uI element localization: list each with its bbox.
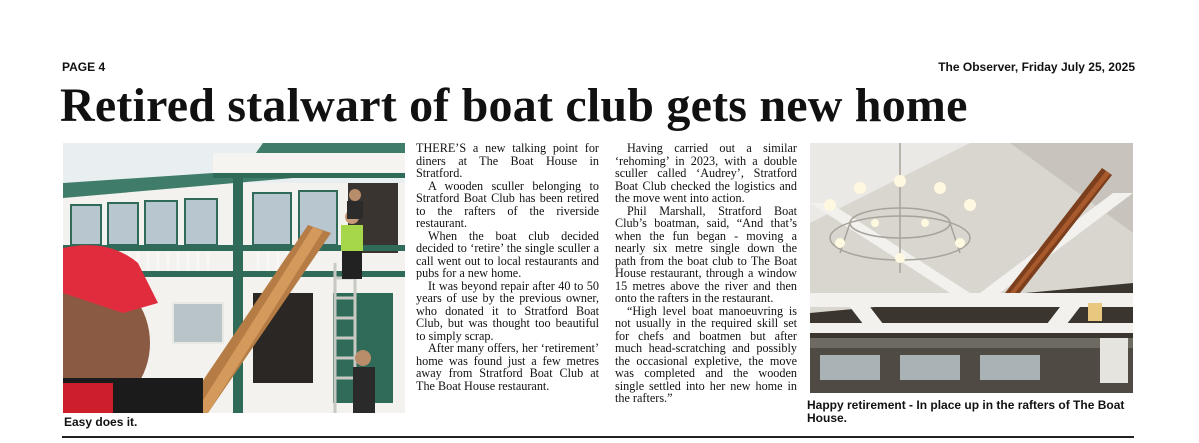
photo-rafters-illustration	[810, 143, 1133, 393]
photo-rafters	[810, 143, 1133, 393]
article-paragraph: It was beyond repair after 40 to 50 years of use by the previous owner, who donated it to Stratford Boat Club, but was thought too beautiful to simply scrap.	[416, 278, 599, 343]
dateline: The Observer, Friday July 25, 2025	[938, 60, 1135, 74]
photo-caption-boat-lift: Easy does it.	[64, 415, 138, 429]
article-paragraph: A wooden sculler belonging to Stratford Boat Club has been retired to the rafters of the riverside restaurant.	[416, 178, 599, 230]
article-paragraph: After many offers, her ‘retirement’ home was found just a few metres away from Stratford Boat Club at The Boat House restaurant.	[416, 341, 599, 393]
headline: Retired stalwart of boat club gets new home	[60, 79, 968, 132]
photo-caption-rafters: Happy retirement - In place up in the rafters of The Boat House.	[807, 398, 1125, 425]
bottom-rule	[62, 436, 1134, 438]
photo-boat-lift	[63, 143, 405, 413]
article-paragraph: “High level boat manoeuvring is not usually in the required skill set for chefs and boatmen but after much head-scratching and possibly the occasional expletive, the move was completed and the wooden single settled into her new home in the rafters.”	[615, 303, 797, 405]
article-paragraph: Having carried out a similar ‘rehoming’ in 2023, with a double sculler called ‘Audrey’, Stratford Boat Club checked the logistics and the move went into action.	[615, 141, 797, 205]
article-paragraph: When the boat club decided decided to ‘retire’ the single sculler a call went out to local restaurants and pubs for a new home.	[416, 228, 599, 280]
article-paragraph: Phil Marshall, Stratford Boat Club’s boatman, said, “And that’s when the fun began - moving a nearly six metre single down the path from the boat club to The Boat House restaurant, through a window 15 metres above the river and then onto the rafters in the restaurant.	[615, 203, 797, 305]
article-column-2	[615, 142, 797, 405]
page-number: PAGE 4	[62, 60, 106, 74]
photo-boat-lift-illustration	[63, 143, 405, 413]
article-paragraph: THERE’S a new talking point for diners at The Boat House in Stratford.	[416, 141, 599, 180]
article-column-1	[416, 142, 599, 392]
